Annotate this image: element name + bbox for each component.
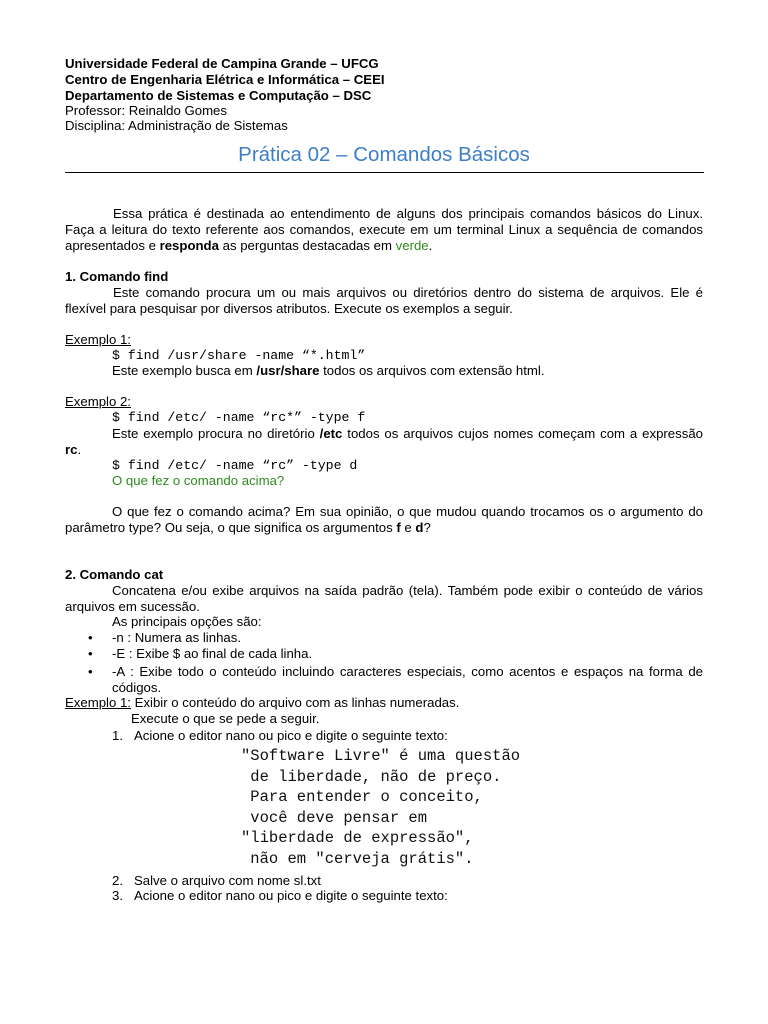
intro-text-2: as perguntas destacadas em xyxy=(218,237,396,253)
s2-example1-line xyxy=(65,695,459,711)
s1-question-text: O que fez o comando acima? Em sua opinião, o que mudou quando trocamos os o argumento do parâmetro type? Ou seja, o que significa os argumentos xyxy=(65,504,703,535)
center-name: Centro de Engenharia Elétrica e Informática – CEEI xyxy=(65,72,385,87)
university-name: Universidade Federal de Campina Grande – UFCG xyxy=(65,56,379,71)
s1-question-green: O que fez o comando acima? xyxy=(112,473,285,488)
section1-heading: 1. Comando find xyxy=(65,269,169,284)
s1-ex1-desc-text-2: todos os arquivos com extensão html. xyxy=(319,363,545,378)
section1-description: Este comando procura um ou mais arquivos ou diretórios dentro do sistema de arquivos. Ele é flexível para pesquisar por diversos atributos. Execute os exemplos a seguir. xyxy=(65,285,703,316)
s1-example2-label: Exemplo 2: xyxy=(65,394,131,409)
title-underline xyxy=(65,172,704,173)
s1-question-arg-f: f xyxy=(396,519,401,535)
s1-ex1-desc-path: /usr/share xyxy=(256,363,320,378)
bullet-icon: • xyxy=(88,646,93,661)
bullet-icon: • xyxy=(88,630,93,645)
step-number-1: 1. xyxy=(112,728,123,743)
poem-block xyxy=(241,746,520,870)
s2-example1-text: Exibir o conteúdo do arquivo com as linhas numeradas. xyxy=(130,695,460,710)
section2-description: Concatena e/ou exibe arquivos na saída padrão (tela). Também pode exibir o conteúdo de vários arquivos em sucessão. xyxy=(65,583,703,614)
section2-heading: 2. Comando cat xyxy=(65,567,164,582)
intro-paragraph xyxy=(65,206,703,253)
option-n: -n : Numera as linhas. xyxy=(112,630,241,645)
s1-ex2-desc-path: /etc xyxy=(319,426,343,441)
page-title: Prática 02 – Comandos Básicos xyxy=(238,143,530,166)
s1-ex2-desc-end: . xyxy=(77,441,82,457)
bullet-icon: • xyxy=(88,664,93,679)
s1-example2-command2: $ find /etc/ -name “rc” -type d xyxy=(112,458,358,473)
s1-question-mid: e xyxy=(400,519,416,535)
s1-question-arg-d: d xyxy=(415,519,424,535)
step-3: Acione o editor nano ou pico e digite o seguinte texto: xyxy=(134,888,448,903)
poem-line: "liberdade de expressão", xyxy=(241,829,474,848)
intro-bold-responda: responda xyxy=(159,237,219,253)
s1-example1-command: $ find /usr/share -name “*.html” xyxy=(112,348,366,363)
s1-example2-description xyxy=(65,426,703,458)
intro-text-3: . xyxy=(428,237,433,253)
s1-ex2-desc-rc: rc xyxy=(65,441,78,457)
poem-line: Para entender o conceito, xyxy=(241,788,483,807)
intro-text-1: Essa prática é destinada ao entendimento de alguns dos principais comandos básicos do Linux. Faça a leitura do texto referente aos comandos, execute em um terminal Linux a sequência de comandos apresentados e xyxy=(65,206,703,253)
step-number-3: 3. xyxy=(112,888,123,903)
step-number-2: 2. xyxy=(112,873,123,888)
poem-line: não em "cerveja grátis". xyxy=(241,849,474,868)
s1-ex1-desc-text: Este exemplo busca em xyxy=(112,363,257,378)
s1-example1-label: Exemplo 1: xyxy=(65,332,131,347)
s1-example2-command1: $ find /etc/ -name “rc*” -type f xyxy=(112,410,366,425)
s1-example1-description xyxy=(112,363,544,379)
section2-options-label: As principais opções são: xyxy=(112,614,262,629)
poem-line: de liberdade, não de preço. xyxy=(241,767,502,786)
professor-line: Professor: Reinaldo Gomes xyxy=(65,103,227,118)
s1-question-end: ? xyxy=(423,519,431,535)
discipline-line: Disciplina: Administração de Sistemas xyxy=(65,118,288,133)
poem-line: você deve pensar em xyxy=(241,808,428,827)
s2-example1-label: Exemplo 1: xyxy=(65,695,131,710)
s1-ex2-desc-text: Este exemplo procura no diretório xyxy=(112,426,320,441)
s1-question-paragraph xyxy=(65,504,703,536)
option-a: -A : Exibe todo o conteúdo incluindo caracteres especiais, como acentos e espaços na forma de códigos. xyxy=(112,664,703,695)
step-2: Salve o arquivo com nome sl.txt xyxy=(134,873,321,888)
step-1: Acione o editor nano ou pico e digite o seguinte texto: xyxy=(134,728,448,743)
poem-line: "Software Livre" é uma questão xyxy=(241,747,521,765)
s1-ex2-desc-text-2: todos os arquivos cujos nomes começam com a expressão xyxy=(342,426,703,441)
s2-example1-instruction: Execute o que se pede a seguir. xyxy=(131,711,320,726)
department-name: Departamento de Sistemas e Computação – DSC xyxy=(65,88,372,103)
option-e: -E : Exibe $ ao final de cada linha. xyxy=(112,646,313,661)
intro-green-verde: verde xyxy=(395,237,429,253)
